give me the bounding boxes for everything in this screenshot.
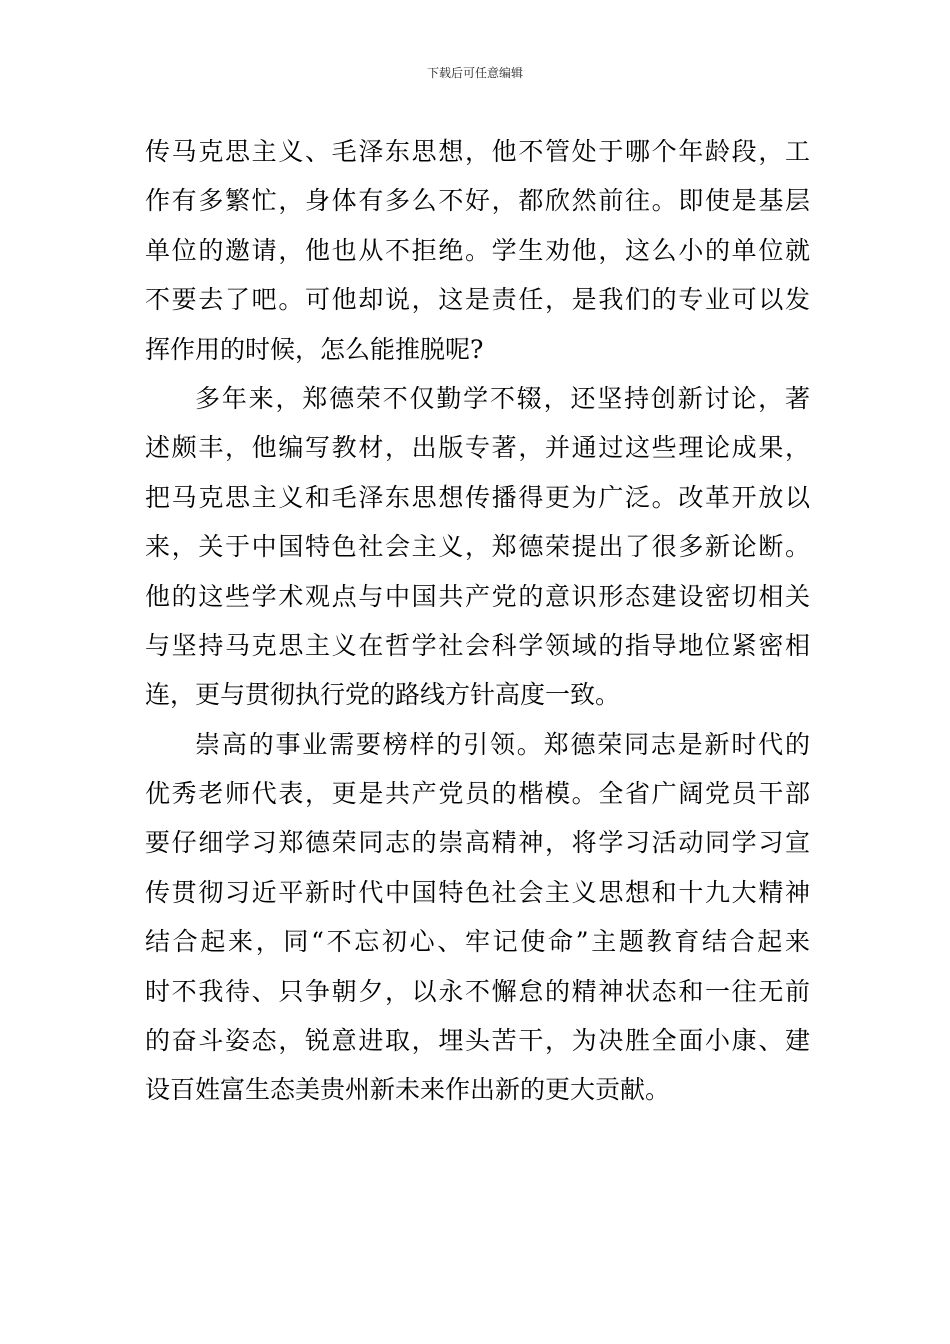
- text-line: 多年来，郑德荣不仅勤学不辍，还坚持创新讨论，著: [195, 383, 810, 413]
- text-line: 述颇丰，他编写教材，出版专著，并通过这些理论成果，: [145, 433, 810, 463]
- text-line: 把马克思主义和毛泽东思想传播得更为广泛。改革开放以: [145, 482, 810, 512]
- text-line: 作有多繁忙，身体有多么不好，都欣然前往。即使是基层: [145, 186, 810, 216]
- text-line: 的奋斗姿态，锐意进取，埋头苦干，为决胜全面小康、建: [145, 1026, 810, 1056]
- text-line: 单位的邀请，他也从不拒绝。学生劝他，这么小的单位就: [145, 235, 810, 265]
- text-line: 与坚持马克思主义在哲学社会科学领域的指导地位紧密相: [145, 630, 810, 660]
- text-line: 传马克思主义、毛泽东思想，他不管处于哪个年龄段，工: [145, 137, 810, 166]
- paragraph: [145, 374, 810, 720]
- text-line: 要仔细学习郑德荣同志的崇高精神，将学习活动同学习宣: [145, 828, 810, 858]
- text-line: 时不我待、只争朝夕，以永不懈怠的精神状态和一往无前: [145, 976, 810, 1006]
- paragraph: [145, 127, 810, 374]
- text-line: 崇高的事业需要榜样的引领。郑德荣同志是新时代的: [195, 729, 810, 759]
- text-line: 来，关于中国特色社会主义，郑德荣提出了很多新论断。: [145, 532, 810, 562]
- text-line: 他的这些学术观点与中国共产党的意识形态建设密切相关: [145, 581, 810, 611]
- page-header: 下载后可任意编辑: [426, 66, 523, 80]
- paragraph: [145, 720, 810, 1115]
- text-line: 传贯彻习近平新时代中国特色社会主义思想和十九大精神: [145, 877, 810, 907]
- text-line: 挥作用的时候，怎么能推脱呢?: [145, 334, 484, 364]
- text-line: 优秀老师代表，更是共产党员的楷模。全省广阔党员干部: [145, 779, 810, 809]
- text-line: 不要去了吧。可他却说，这是责任，是我们的专业可以发: [145, 285, 810, 315]
- text-line: 结合起来，同“不忘初心、牢记使命”主题教育结合起来: [145, 927, 810, 957]
- document-body: [145, 127, 810, 1115]
- text-line: 设百姓富生态美贵州新未来作出新的更大贡献。: [145, 1075, 671, 1105]
- text-line: 连，更与贯彻执行党的路线方针高度一致。: [145, 680, 621, 710]
